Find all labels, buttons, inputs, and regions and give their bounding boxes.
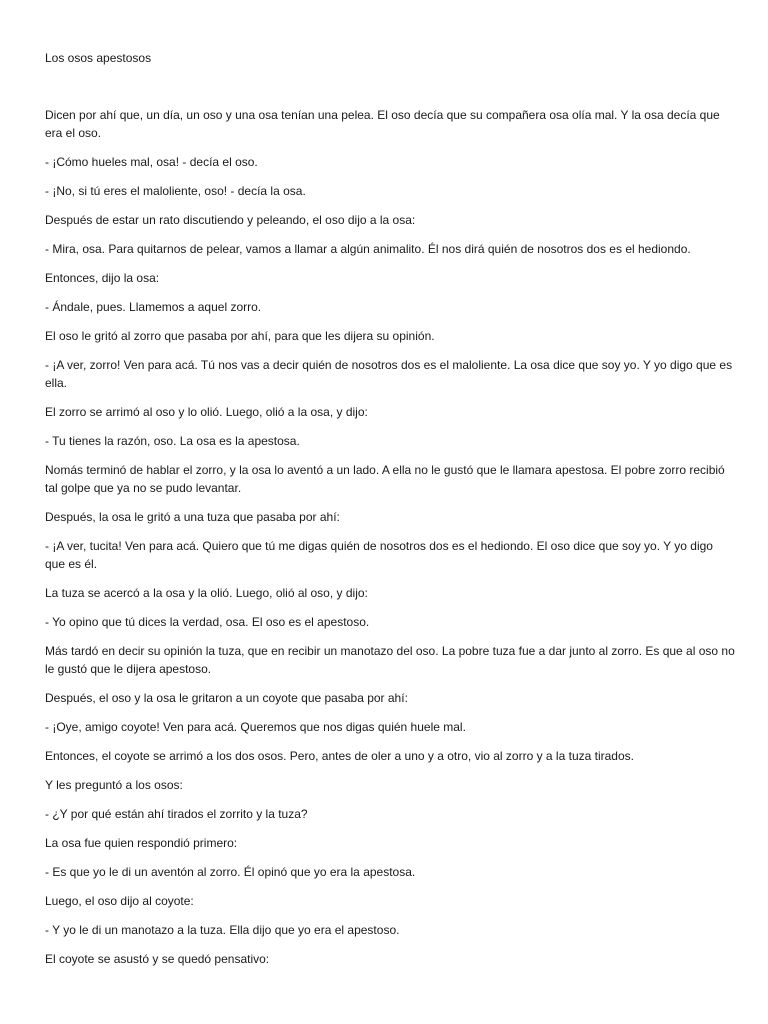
paragraph: Nomás terminó de hablar el zorro, y la osa lo aventó a un lado. A ella no le gustó que le llamara apestosa. El pobre zorro recibió tal golpe que ya no se pudo levantar. xyxy=(45,463,725,495)
paragraph: Entonces, dijo la osa: xyxy=(45,271,160,285)
paragraph: Después, el oso y la osa le gritaron a un coyote que pasaba por ahí: xyxy=(45,691,408,705)
paragraph: - Tu tienes la razón, oso. La osa es la apestosa. xyxy=(45,434,300,448)
paragraph: - Y yo le di un manotazo a la tuza. Ella dijo que yo era el apestoso. xyxy=(45,923,400,937)
paragraph: La tuza se acercó a la osa y la olió. Luego, olió al oso, y dijo: xyxy=(45,586,368,600)
paragraph: - Yo opino que tú dices la verdad, osa. El oso es el apestoso. xyxy=(45,615,370,629)
paragraph: Después de estar un rato discutiendo y peleando, el oso dijo a la osa: xyxy=(45,213,416,227)
document-page xyxy=(45,49,735,979)
paragraph: - ¡A ver, zorro! Ven para acá. Tú nos vas a decir quién de nosotros dos es el maloliente. La osa dice que soy yo. Y yo digo que es ella. xyxy=(45,358,733,390)
paragraph: - Mira, osa. Para quitarnos de pelear, vamos a llamar a algún animalito. Él nos dirá quién de nosotros dos es el hediondo. xyxy=(45,242,691,256)
paragraph: Luego, el oso dijo al coyote: xyxy=(45,894,194,908)
paragraph: - ¡Oye, amigo coyote! Ven para acá. Queremos que nos digas quién huele mal. xyxy=(45,720,466,734)
paragraph: La osa fue quien respondió primero: xyxy=(45,836,238,850)
paragraph: Más tardó en decir su opinión la tuza, que en recibir un manotazo del oso. La pobre tuza fue a dar junto al zorro. Es que al oso no le gustó que le dijera apestoso. xyxy=(45,644,735,676)
paragraph: El zorro se arrimó al oso y lo olió. Luego, olió a la osa, y dijo: xyxy=(45,405,368,419)
paragraph: - Es que yo le di un aventón al zorro. Él opinó que yo era la apestosa. xyxy=(45,865,416,879)
paragraph: - Ándale, pues. Llamemos a aquel zorro. xyxy=(45,300,262,314)
paragraph: Entonces, el coyote se arrimó a los dos osos. Pero, antes de oler a uno y a otro, vio al zorro y a la tuza tirados. xyxy=(45,749,634,763)
paragraph: - ¿Y por qué están ahí tirados el zorrito y la tuza? xyxy=(45,807,308,821)
paragraph: Y les preguntó a los osos: xyxy=(45,778,183,792)
paragraph: El oso le gritó al zorro que pasaba por ahí, para que les dijera su opinión. xyxy=(45,329,435,343)
document-title: Los osos apestosos xyxy=(45,51,152,65)
paragraph: - ¡No, si tú eres el maloliente, oso! - decía la osa. xyxy=(45,184,306,198)
paragraph: Después, la osa le gritó a una tuza que pasaba por ahí: xyxy=(45,510,340,524)
paragraph: - ¡A ver, tucita! Ven para acá. Quiero que tú me digas quién de nosotros dos es el hediondo. El oso dice que soy yo. Y yo digo que es él. xyxy=(45,539,713,571)
paragraph: El coyote se asustó y se quedó pensativo: xyxy=(45,952,270,966)
paragraph: Dicen por ahí que, un día, un oso y una osa tenían una pelea. El oso decía que su compañera osa olía mal. Y la osa decía que era el oso. xyxy=(45,108,720,140)
document-body xyxy=(45,106,735,968)
paragraph: - ¡Cómo hueles mal, osa! - decía el oso. xyxy=(45,155,258,169)
